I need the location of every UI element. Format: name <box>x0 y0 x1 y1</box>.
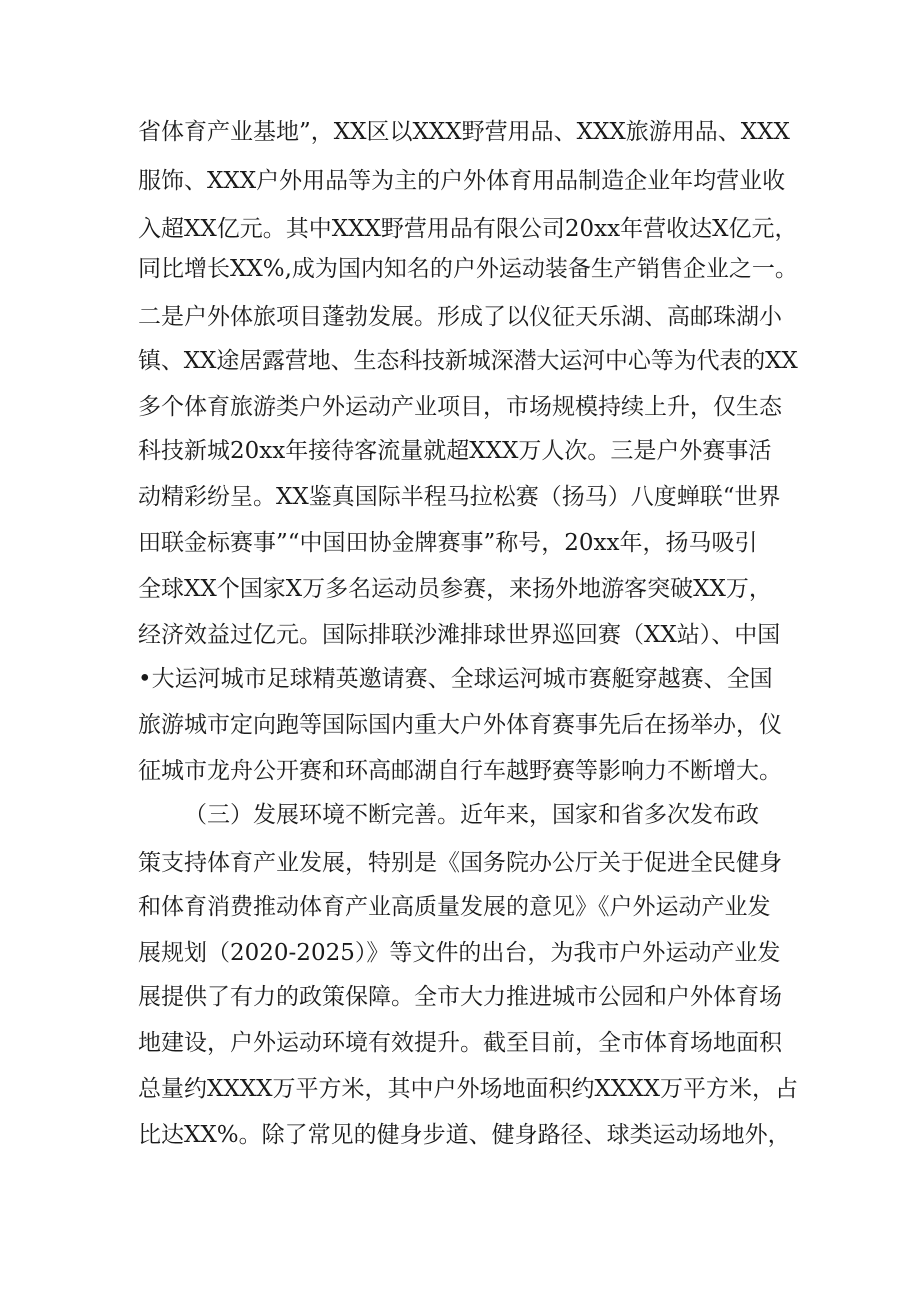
section-heading-line: （三）发展环境不断完善。近年来，国家和省多次发布政 <box>184 802 759 828</box>
text-line: 征城市龙舟公开赛和环高邮湖自行车越野赛等影响力不断增大。 <box>138 758 782 784</box>
text-line: •大运河城市足球精英邀请赛、全球运河城市赛艇穿越赛、全国 <box>138 666 773 692</box>
text-line: 展规划（2020-2025）》等文件的出台，为我市户外运动产业发 <box>138 940 781 966</box>
text-line: 二是户外体旅项目蓬勃发展。形成了以仪征天乐湖、高邮珠湖小 <box>138 304 782 330</box>
text-line: 旅游城市定向跑等国际国内重大户外体育赛事先后在扬举办，仪 <box>138 712 782 738</box>
text-line: 同比增长XX%,成为国内知名的户外运动装备生产销售企业之一。 <box>138 256 798 282</box>
text-line: 多个体育旅游类户外运动产业项目，市场规模持续上升，仅生态 <box>138 394 782 420</box>
text-line: 服饰、XXX户外用品等为主的户外体育用品制造企业年均营业收 <box>138 168 786 194</box>
text-line: 和体育消费推动体育产业高质量发展的意见》《户外运动产业发 <box>138 894 771 920</box>
text-line: 科技新城20xx年接待客流量就超XXX万人次。三是户外赛事活 <box>138 438 772 464</box>
text-line: 动精彩纷呈。XX鉴真国际半程马拉松赛（扬马）八度蝉联“世界 <box>138 484 781 510</box>
text-line: 经济效益过亿元。国际排联沙滩排球世界巡回赛（XX站）、中国 <box>138 622 781 648</box>
text-line: 地建设，户外运动环境有效提升。截至目前，全市体育场地面积 <box>138 1030 782 1056</box>
text-line: 省体育产业基地”，XX区以XXX野营用品、XXX旅游用品、XXX <box>138 119 790 145</box>
text-line: 比达XX%。除了常见的健身步道、健身路径、球类运动场地外， <box>138 1122 791 1148</box>
text-line: 展提供了有力的政策保障。全市大力推进城市公园和户外体育场 <box>138 984 782 1010</box>
text-line: 田联金标赛事”“中国田协金牌赛事”称号，20xx年，扬马吸引 <box>138 530 758 556</box>
text-line: 总量约XXXX万平方米，其中户外场地面积约XXXX万平方米，占 <box>138 1076 798 1102</box>
text-line: 镇、XX途居露营地、生态科技新城深潜大运河中心等为代表的XX <box>138 348 798 374</box>
text-line: 入超XX亿元。其中XXX野营用品有限公司20xx年营收达X亿元， <box>138 216 798 242</box>
text-line: 策支持体育产业发展，特别是《国务院办公厅关于促进全民健身 <box>138 850 782 876</box>
text-line: 全球XX个国家X万多名运动员参赛，来扬外地游客突破XX万， <box>138 576 772 602</box>
